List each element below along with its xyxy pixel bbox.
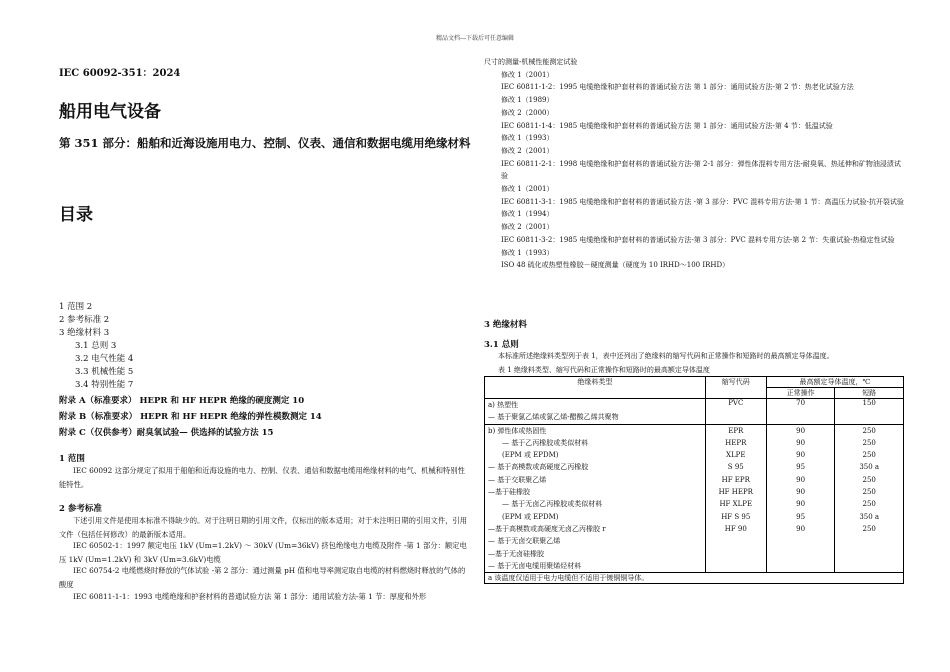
- toc-item[interactable]: 3.4 特别性能 7: [75, 380, 134, 390]
- table-row: [485, 573, 904, 584]
- section-3-title: 3 绝缘材料: [484, 320, 527, 330]
- table-cell: b) 弹性体或热固性 — 基于乙丙橡胶或类似材料 (EPM 或 EPDM) — 基于高模数或高硬度乙丙橡胶 — 基于交联聚乙烯 —基于硅橡胶 — 基于无卤乙丙橡胶或类似材料 (EPM 或 EPDM) —基于高模数或高硬度无卤乙丙橡胶 r — 基于无卤交联聚乙烯 —基于无卤硅橡胶 — 基于无卤电缆用聚烯烃材料: [485, 424, 706, 573]
- toc-item[interactable]: 3.1 总则 3: [75, 341, 117, 351]
- table-row: [485, 424, 904, 573]
- section-3-1-title: 3.1 总则: [484, 340, 519, 350]
- table-cell: a) 热塑性 — 基于聚氯乙烯或氯乙烯-醋酸乙烯共聚物: [485, 399, 706, 425]
- table-row: [485, 399, 904, 425]
- reference-item: 修改 1（1993）: [501, 248, 554, 257]
- reference-item: IEC 60811-1-1：1993 电缆绝缘和护套材料的普通试验方法 第 1 部分：通用试验方法-第 1 节：厚度和外形: [73, 592, 427, 601]
- reference-item: IEC 60811-1-2：1995 电缆绝缘和护套材料的普通试验方法 第 1 部分：通用试验方法-第 2 节：热老化试验方法: [501, 83, 854, 92]
- reference-item: 修改 1（2001）: [501, 185, 554, 194]
- toc-heading: 目录: [59, 205, 93, 225]
- reference-item: ISO 48 硫化或热塑性橡胶－硬度测量（硬度为 10 IRHD～100 IRHD）: [501, 261, 730, 270]
- reference-item: 修改 1（1989）: [501, 96, 554, 105]
- reference-item: 修改 2（2001）: [501, 223, 554, 232]
- toc-item[interactable]: 3.3 机械性能 5: [75, 367, 134, 377]
- toc-item[interactable]: 2 参考标准 2: [59, 315, 110, 325]
- section-3-1-text: 本标准所述绝缘料类型列于表 1，表中还列出了绝缘料的缩写代码和正常操作和短路时的最高额定导体温度。: [498, 352, 834, 360]
- toc-item[interactable]: 附录 B（标准要求） HEPR 和 HF HEPR 绝缘的弹性模数测定 14: [59, 412, 322, 422]
- section-2-title: 2 参考标准: [59, 504, 102, 514]
- toc-item[interactable]: 附录 A（标准要求） HEPR 和 HF HEPR 绝缘的硬度测定 10: [59, 396, 305, 406]
- table-cell: PVC: [705, 399, 766, 425]
- reference-list-continued: [484, 56, 904, 272]
- column-header: 短路: [835, 388, 904, 399]
- reference-item: 修改 1（1993）: [501, 134, 554, 143]
- standard-id: IEC 60092-351：2024: [59, 68, 181, 79]
- reference-item: 修改 2（2001）: [501, 146, 554, 155]
- column-header: 正常操作: [766, 388, 835, 399]
- reference-item: IEC 60502-1：1997 额定电压 1kV (Um=1.2kV) ～ 30kV (Um=36kV) 挤包绝缘电力电缆及附件 -第 1 部分：额定电压 1kV (Um=1.2kV) 和 3kV (Um=3.6kV)电缆: [59, 541, 467, 564]
- reference-item: IEC 60811-1-4：1985 电缆绝缘和护套材料的普通试验方法 第 1 部分：通用试验方法-第 4 节：低温试验: [501, 121, 833, 130]
- table-cell: 70: [766, 399, 835, 425]
- reference-item: IEC 60811-2-1：1998 电缆绝缘和护套材料的普通试验方法-第 2-1 部分：弹性体混料专用方法-耐臭氧、热延伸和矿物油浸渍试验: [501, 159, 901, 181]
- toc-item[interactable]: 附录 C（仅供参考）耐臭氧试验— 供选择的试验方法 15: [59, 428, 274, 438]
- reference-item: IEC 60811-3-1：1985 电缆绝缘和护套材料的普通试验方法 -第 3 部分：PVC 混料专用方法-第 1 节：高温压力试验-抗开裂试验: [501, 197, 904, 206]
- section-1-title: 1 范围: [59, 454, 85, 464]
- reference-item: 修改 1（1994）: [501, 210, 554, 219]
- column-header: 绝缘料类型: [485, 377, 706, 399]
- toc-item[interactable]: 3.2 电气性能 4: [75, 354, 134, 364]
- table-cell: 150: [835, 399, 904, 425]
- reference-item: 修改 1（2001）: [501, 70, 554, 79]
- doc-title: 船用电气设备: [59, 102, 161, 122]
- table-cell: EPR HEPR XLPE S 95 HF EPR HF HEPR HF XLPE HF S 95 HF 90: [705, 424, 766, 573]
- table-caption: 表 1 绝缘料类型、缩写代码和正常操作和短路时的最高额定导体温度: [498, 366, 710, 374]
- reference-item: IEC 60811-3-2：1985 电缆绝缘和护套材料的普通试验方法-第 3 部分：PVC 混料专用方法-第 2 节：失重试验-热稳定性试验: [501, 235, 895, 244]
- toc-item[interactable]: 3 绝缘材料 3: [59, 328, 110, 338]
- column-header: 最高额定导体温度，℃: [766, 377, 903, 388]
- insulation-table: [484, 376, 904, 584]
- doc-subtitle: 第 351 部分：船舶和近海设施用电力、控制、仪表、通信和数据电缆用绝缘材料: [59, 136, 471, 150]
- table-cell: 250 250 250 350 a 250 250 250 350 a 250: [835, 424, 904, 573]
- section-2-intro: 下述引用文件是使用本标准不得缺少的。对于注明日期的引用文件，仅标出的版本适用；对于未注明日期的引用文件，引用文件（包括任何修改）的最新版本适用。: [59, 516, 468, 539]
- section-1-text: IEC 60092 这部分规定了拟用于船舶和近海设施的电力、控制、仪表、通信和数据电缆用绝缘材料的电气、机械和特别性能特性。: [59, 466, 465, 489]
- reference-item: IEC 60754-2 电缆燃烧时释放的气体试验 -第 2 部分：通过测量 pH 值和电导率测定取自电缆的材料燃烧时释放的气体的酸度: [59, 566, 466, 589]
- reference-item: 修改 2（2000）: [501, 108, 554, 117]
- column-header: 缩写代码: [705, 377, 766, 399]
- table-cell: 90 90 90 95 90 90 90 95 90: [766, 424, 835, 573]
- reference-item: 尺寸的测量-机械性能测定试验: [484, 58, 578, 66]
- table-of-contents: [59, 301, 322, 440]
- toc-item[interactable]: 1 范围 2: [59, 302, 93, 312]
- header-note: 精品文档---下载后可任意编辑: [435, 35, 515, 42]
- table-footnote: a 该温度仅适用于电力电缆但不适用于镀铜铜导体。: [485, 573, 904, 584]
